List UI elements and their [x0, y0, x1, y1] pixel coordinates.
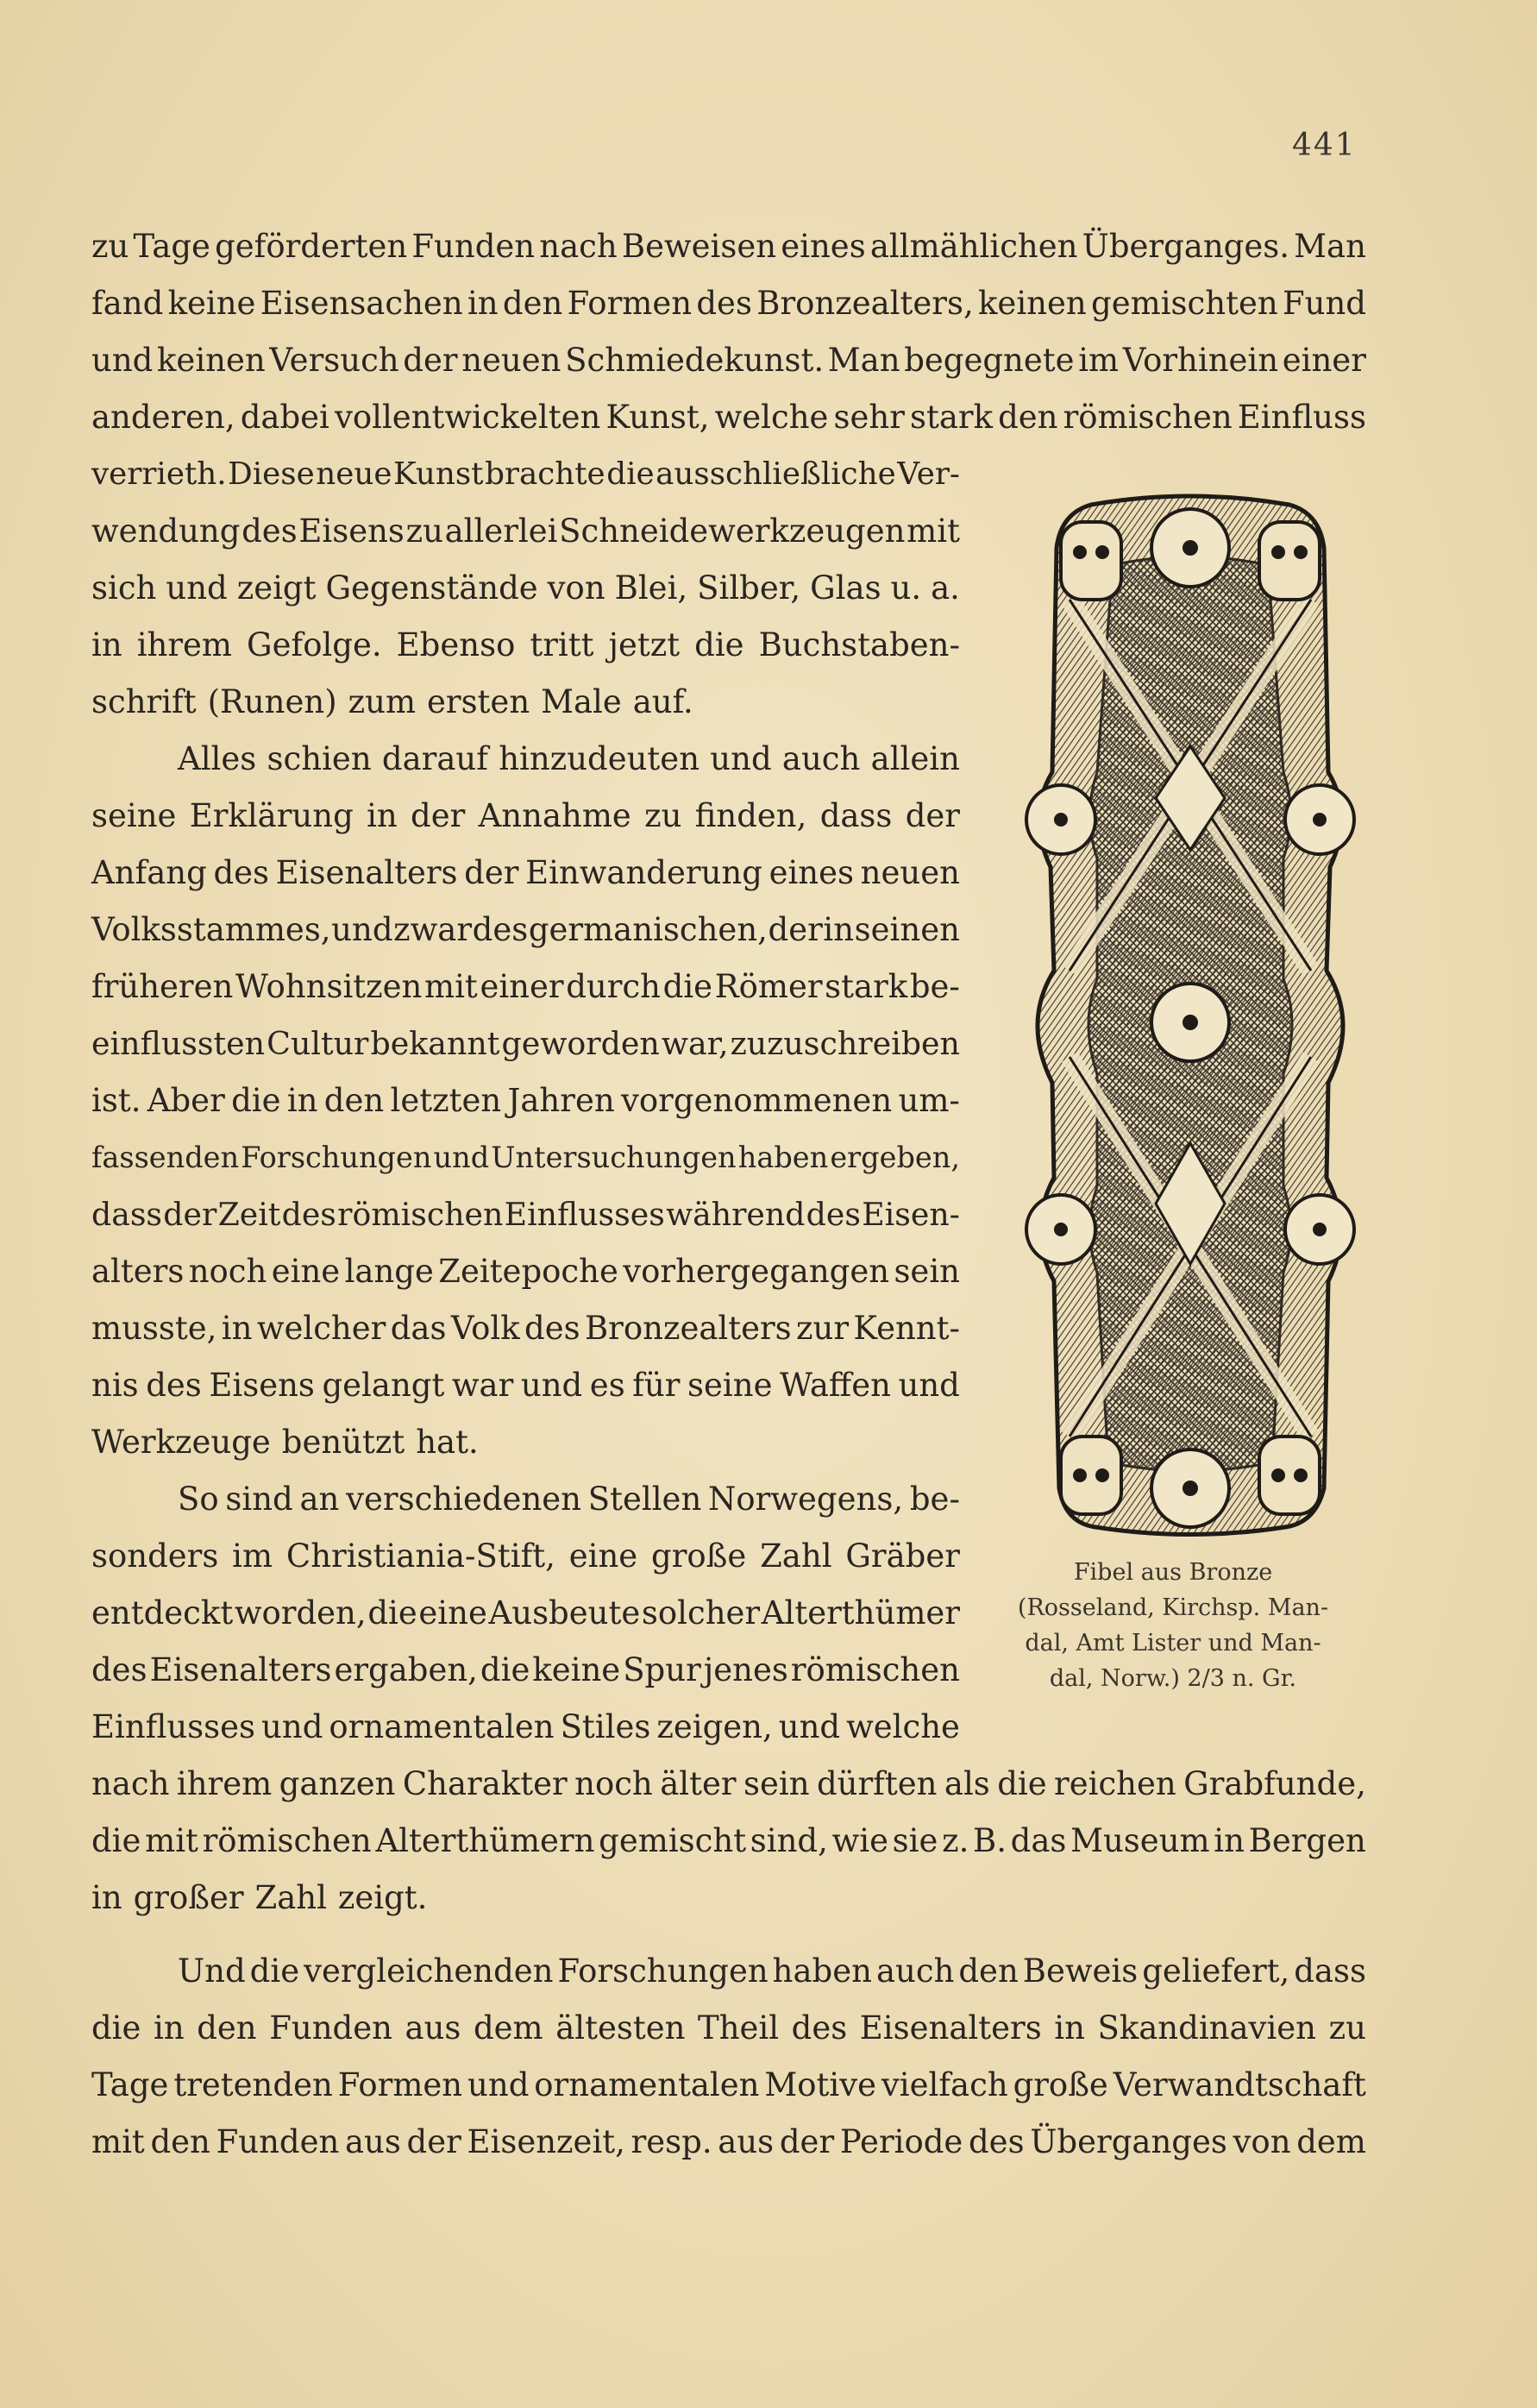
text-line: Einflusses und ornamentalen Stiles zeigen, und welche: [91, 1708, 960, 1745]
text-line: sich und zeigt Gegenstände von Blei, Silber, Glas u. a.: [91, 569, 960, 607]
text-line: verrieth. Diese neue Kunst brachte die ausschließliche Ver-: [91, 456, 960, 492]
text-line: zu Tage geförderten Funden nach Beweisen eines allmählichen Überganges. Man: [91, 228, 1366, 265]
text-line: Und die vergleichenden Forschungen haben auch den Beweis geliefert, dass: [178, 1952, 1366, 1990]
text-line: musste, in welcher das Volk des Bronzealters zur Kennt-: [91, 1310, 960, 1347]
text-line: ist. Aber die in den letzten Jahren vorgenommenen um-: [91, 1082, 960, 1119]
text-line: fassenden Forschungen und Untersuchungen haben ergeben,: [91, 1141, 960, 1174]
text-line: und keinen Versuch der neuen Schmiedekunst. Man begegnete im Vorhinein einer: [91, 342, 1366, 379]
text-line: seine Erklärung in der Annahme zu finden, dass der: [91, 797, 960, 834]
caption-line: Fibel aus Bronze: [1073, 1559, 1273, 1586]
text-line: des Eisenalters ergaben, die keine Spur jenes römischen: [91, 1651, 960, 1688]
text-line: mit den Funden aus der Eisenzeit, resp. aus der Periode des Überganges von dem: [91, 2123, 1366, 2160]
text-line: wendung des Eisens zu allerlei Schneidewerkzeugen mit: [91, 512, 960, 550]
text-line: einflussten Cultur bekannt geworden war, zuzuschreiben: [91, 1025, 960, 1062]
text-line: in ihrem Gefolge. Ebenso tritt jetzt die Buchstaben-: [91, 626, 960, 663]
text-line: alters noch eine lange Zeitepoche vorhergegangen sein: [91, 1253, 960, 1290]
caption-line: dal, Amt Lister und Man-: [1025, 1630, 1321, 1657]
caption-line: dal, Norw.) 2/3 n. Gr.: [1049, 1665, 1297, 1692]
text-line: Alles schien darauf hinzudeuten und auch allein: [178, 740, 960, 777]
text-line: die in den Funden aus dem ältesten Theil des Eisenalters in Skandinavien zu: [91, 2009, 1366, 2046]
text-line: Tage tretenden Formen und ornamentalen Motive vielfach große Verwandtschaft: [91, 2066, 1366, 2103]
fibula-illustration: [1009, 487, 1371, 1544]
text-line: fand keine Eisensachen in den Formen des Bronzealters, keinen gemischten Fund: [91, 285, 1366, 322]
text-line: anderen, dabei vollentwickelten Kunst, welche sehr stark den römischen Einfluss: [91, 399, 1366, 436]
text-line: entdeckt worden, die eine Ausbeute solcher Alterthümer: [91, 1594, 960, 1632]
text-line: nis des Eisens gelangt war und es für seine Waffen und: [91, 1367, 960, 1404]
text-line: So sind an verschiedenen Stellen Norwegens, be-: [178, 1481, 960, 1518]
text-line: schrift (Runen) zum ersten Male auf.: [91, 683, 693, 720]
text-line: nach ihrem ganzen Charakter noch älter sein dürften als die reichen Grabfunde,: [91, 1765, 1366, 1802]
text-line: die mit römischen Alterthümern gemischt sind, wie sie z. B. das Museum in Bergen: [91, 1822, 1366, 1859]
text-line: sonders im Christiania-Stift, eine große Zahl Gräber: [91, 1537, 960, 1575]
text-line: Werkzeuge benützt hat.: [91, 1424, 479, 1461]
page-number: 441: [1292, 128, 1357, 163]
text-line: Anfang des Eisenalters der Einwanderung eines neuen: [91, 854, 960, 891]
caption-line: (Rosseland, Kirchsp. Man-: [1017, 1594, 1329, 1621]
text-line: dass der Zeit des römischen Einflusses während des Eisen-: [91, 1196, 960, 1233]
text-line: früheren Wohnsitzen mit einer durch die Römer stark be-: [91, 968, 960, 1005]
text-line: in großer Zahl zeigt.: [91, 1879, 428, 1916]
figure-caption: [983, 1555, 1363, 1696]
text-line: Volksstammes, und zwar des germanischen, der in seinen: [91, 911, 960, 948]
